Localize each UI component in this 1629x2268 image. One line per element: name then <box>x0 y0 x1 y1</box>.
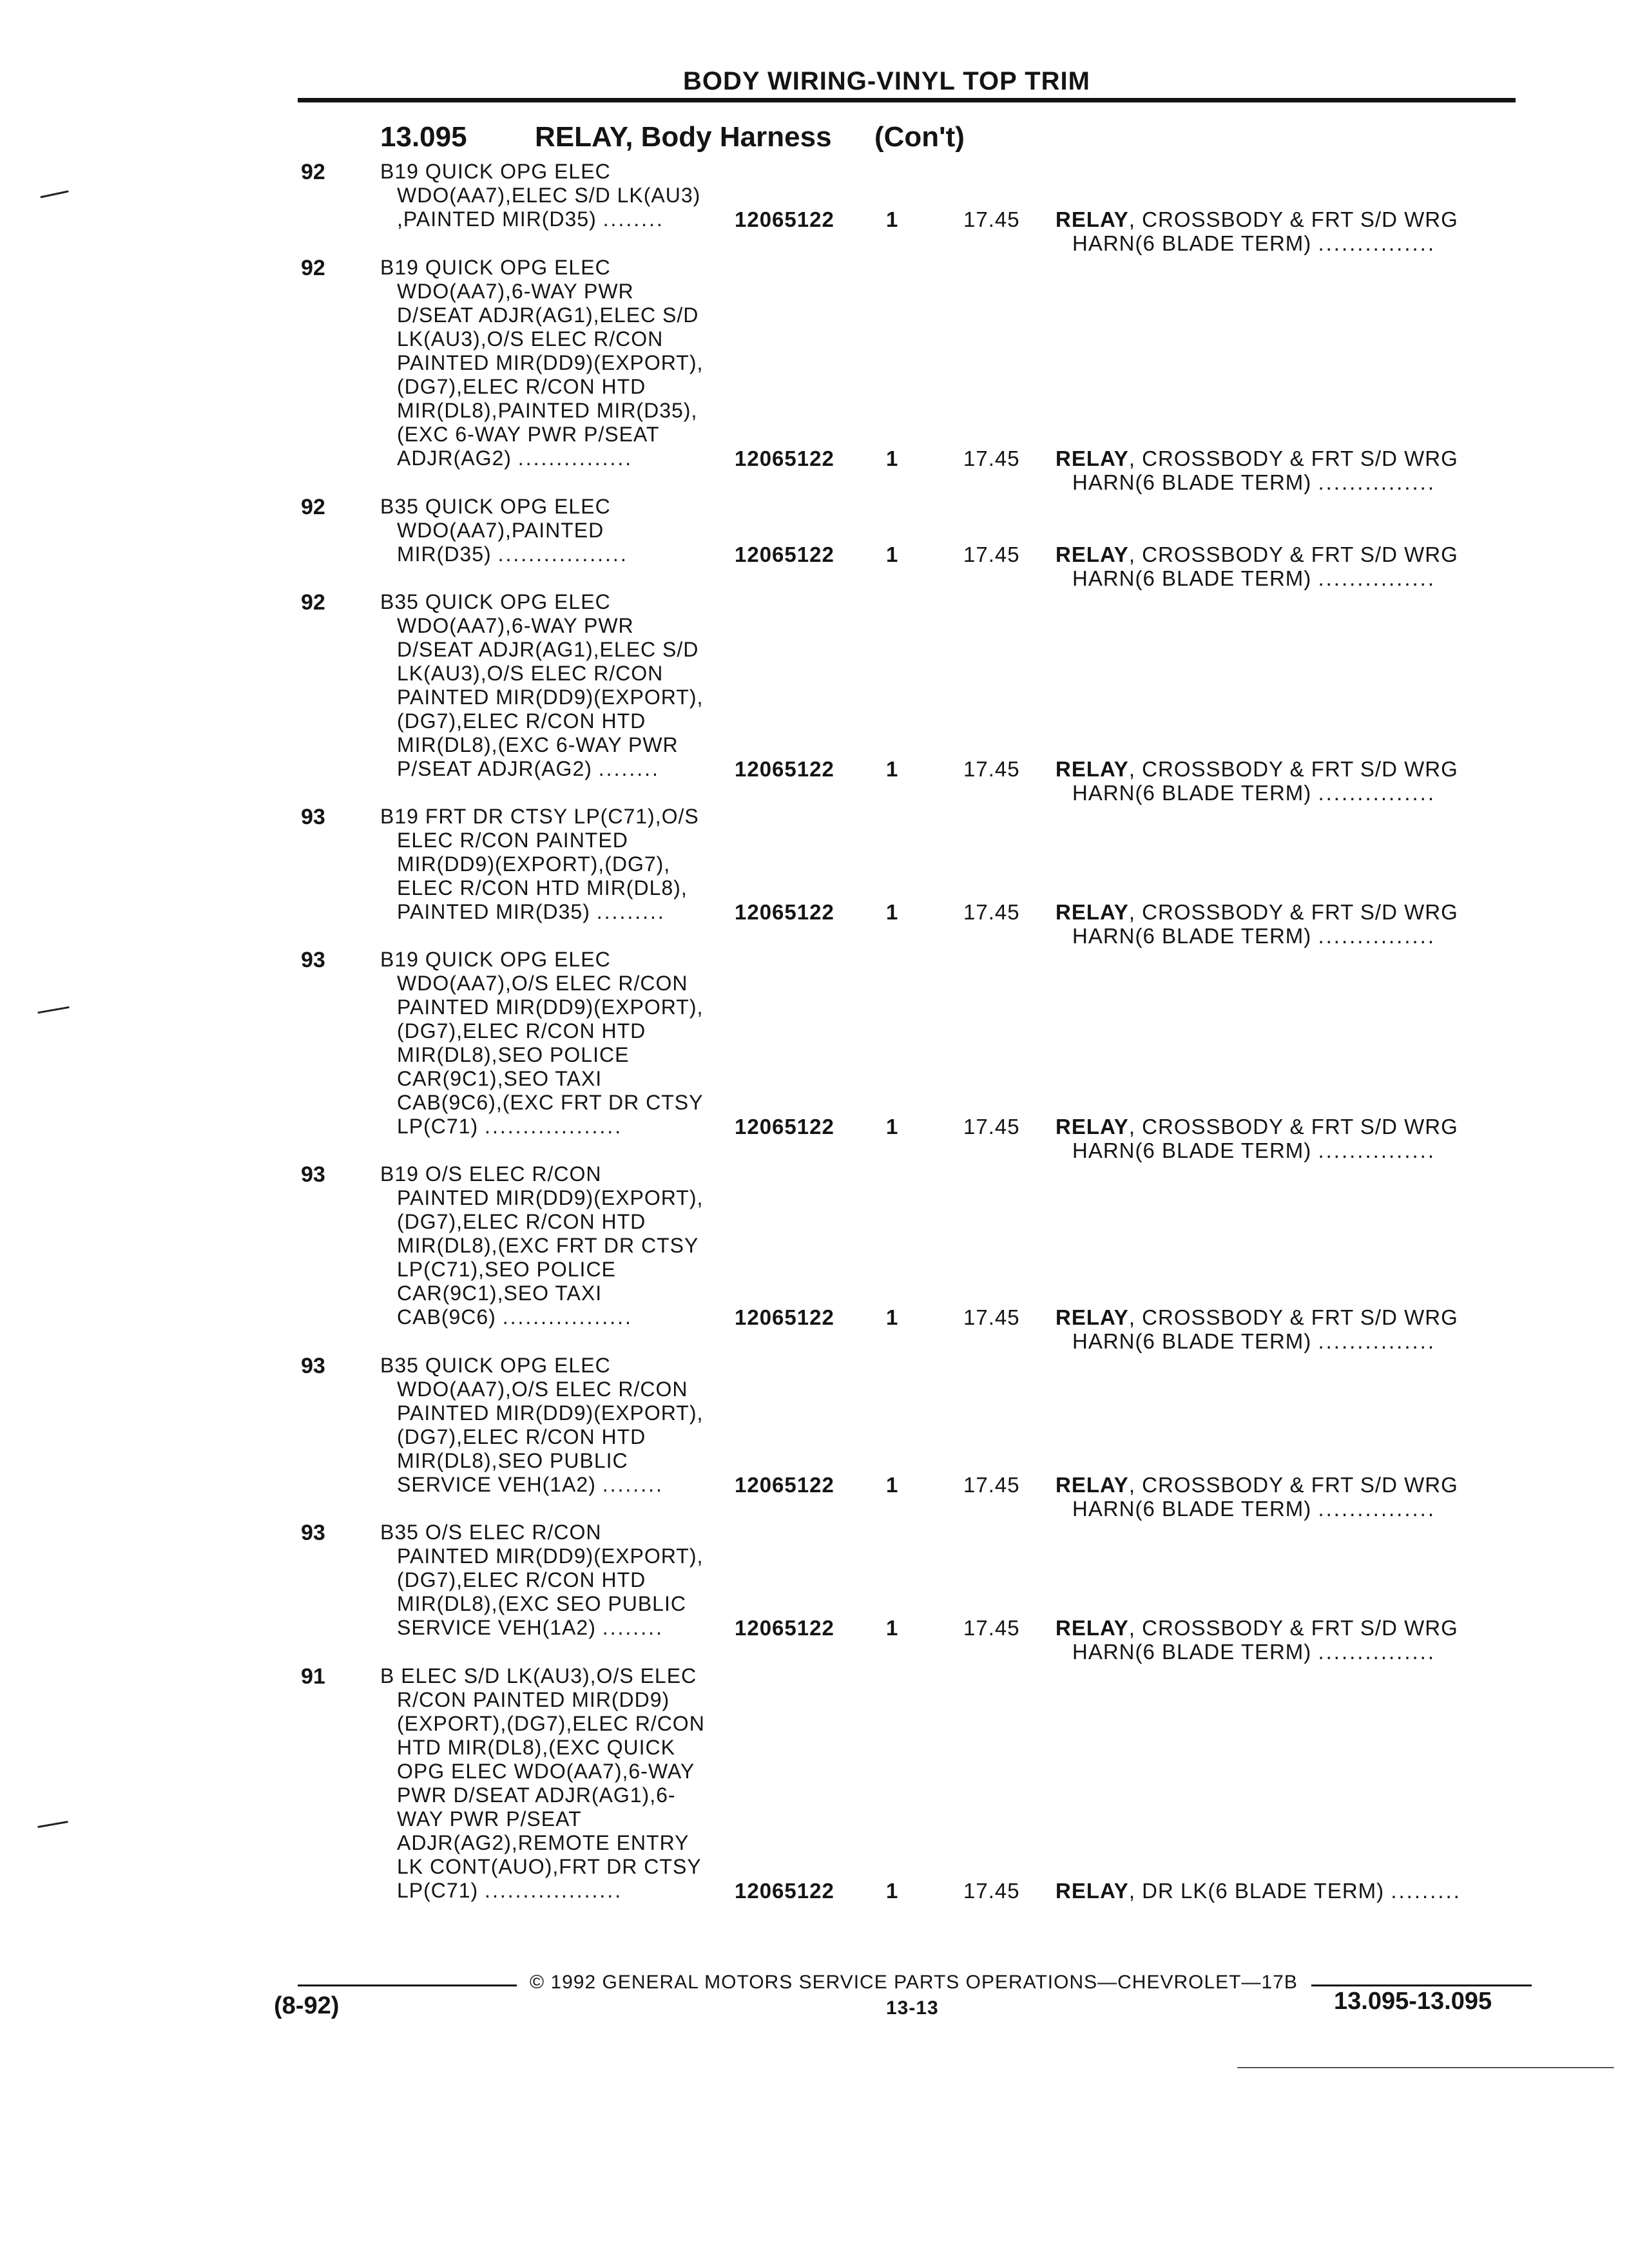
desc-line <box>380 1616 703 1640</box>
entry-description <box>380 948 703 1139</box>
desc-line: B35 QUICK OPG ELEC <box>380 495 611 518</box>
part-name-bold: RELAY <box>1055 900 1129 924</box>
desc-line: D/SEAT ADJR(AG1),ELEC S/D <box>397 303 699 327</box>
entry-description <box>380 160 700 231</box>
part-name-cont: HARN(6 BLADE TERM) <box>1072 1640 1312 1664</box>
desc-line: LK CONT(AUO),FRT DR CTSY <box>397 1855 702 1878</box>
desc-line: B19 FRT DR CTSY LP(C71),O/S <box>380 805 699 828</box>
part-name <box>1055 1305 1458 1329</box>
desc-line: WDO(AA7),6-WAY PWR <box>397 614 634 637</box>
desc-text: SERVICE VEH(1A2) <box>397 1473 596 1496</box>
dot-leader: ............... <box>1318 566 1436 590</box>
desc-line: PAINTED MIR(DD9)(EXPORT), <box>397 1544 704 1568</box>
ref-number: 92 <box>301 160 325 184</box>
part-name-bold: RELAY <box>1055 207 1129 231</box>
desc-line: ELEC R/CON PAINTED <box>397 829 628 852</box>
desc-line: OPG ELEC WDO(AA7),6-WAY <box>397 1760 695 1783</box>
part-name <box>1055 543 1458 566</box>
dot-leader: ............... <box>1318 924 1436 948</box>
desc-line: PAINTED MIR(DD9)(EXPORT), <box>397 1401 704 1425</box>
part-name <box>1055 900 1458 924</box>
desc-text: SERVICE VEH(1A2) <box>397 1616 596 1639</box>
part-number: 12065122 <box>735 1616 834 1640</box>
part-number: 12065122 <box>735 1305 834 1329</box>
desc-line: D/SEAT ADJR(AG1),ELEC S/D <box>397 638 699 661</box>
desc-line: B19 QUICK OPG ELEC <box>380 256 611 279</box>
desc-line <box>380 1879 705 1903</box>
part-name-line2 <box>1072 1497 1436 1521</box>
part-number: 12065122 <box>735 1115 834 1139</box>
desc-line: (DG7),ELEC R/CON HTD <box>397 375 646 398</box>
desc-line: B35 QUICK OPG ELEC <box>380 590 611 613</box>
dot-leader: .................. <box>485 1115 623 1138</box>
desc-line: MIR(DL8),(EXC FRT DR CTSY <box>397 1234 699 1257</box>
quantity: 1 <box>886 1305 899 1329</box>
price: 17.45 <box>963 207 1020 231</box>
part-name-rest: , CROSSBODY & FRT S/D WRG <box>1128 1305 1458 1329</box>
desc-text: ,PAINTED MIR(D35) <box>397 207 597 231</box>
ref-number: 93 <box>301 805 325 829</box>
part-name-cont: HARN(6 BLADE TERM) <box>1072 1329 1312 1353</box>
part-name-bold: RELAY <box>1055 757 1129 781</box>
part-name <box>1055 1115 1458 1139</box>
desc-line: HTD MIR(DL8),(EXC QUICK <box>397 1736 675 1759</box>
dot-leader: ........ <box>602 1473 664 1496</box>
desc-text: CAB(9C6) <box>397 1305 496 1329</box>
desc-line: WDO(AA7),O/S ELEC R/CON <box>397 972 688 995</box>
part-name-rest: , CROSSBODY & FRT S/D WRG <box>1128 447 1458 470</box>
entry-description <box>380 590 703 781</box>
quantity: 1 <box>886 207 899 231</box>
desc-text: P/SEAT ADJR(AG2) <box>397 757 592 780</box>
quantity: 1 <box>886 1879 899 1903</box>
desc-line: WAY PWR P/SEAT <box>397 1807 582 1831</box>
price: 17.45 <box>963 1305 1020 1329</box>
ref-number: 93 <box>301 948 325 972</box>
page-number: 13-13 <box>886 1997 939 2019</box>
quantity: 1 <box>886 447 899 470</box>
entry-description <box>380 1162 703 1329</box>
part-name <box>1055 1616 1458 1640</box>
price: 17.45 <box>963 1879 1020 1903</box>
dot-leader: ............... <box>1318 1329 1436 1353</box>
footer-rule-left <box>298 1984 517 1986</box>
part-name-rest: , CROSSBODY & FRT S/D WRG <box>1128 207 1458 231</box>
margin-mark <box>37 1006 70 1014</box>
dot-leader: ............... <box>517 447 633 470</box>
desc-line: MIR(DL8),(EXC 6-WAY PWR <box>397 733 679 756</box>
price: 17.45 <box>963 1616 1020 1640</box>
margin-mark <box>40 190 69 198</box>
desc-line <box>380 757 703 781</box>
part-name-rest: , CROSSBODY & FRT S/D WRG <box>1128 757 1458 781</box>
quantity: 1 <box>886 543 899 566</box>
price: 17.45 <box>963 1115 1020 1139</box>
desc-line <box>380 543 628 566</box>
desc-line: WDO(AA7),PAINTED <box>397 519 604 542</box>
price: 17.45 <box>963 1473 1020 1497</box>
desc-line: B ELEC S/D LK(AU3),O/S ELEC <box>380 1664 697 1687</box>
desc-line: PAINTED MIR(DD9)(EXPORT), <box>397 995 704 1019</box>
dot-leader: ......... <box>1391 1879 1461 1903</box>
dot-leader: ........ <box>598 757 660 780</box>
part-name-bold: RELAY <box>1055 1305 1129 1329</box>
desc-line: PAINTED MIR(DD9)(EXPORT), <box>397 351 704 374</box>
desc-line: R/CON PAINTED MIR(DD9) <box>397 1688 670 1711</box>
ref-number: 93 <box>301 1521 325 1545</box>
part-name-cont: HARN(6 BLADE TERM) <box>1072 781 1312 805</box>
dot-leader: ............... <box>1318 1640 1436 1664</box>
desc-text: ADJR(AG2) <box>397 447 512 470</box>
part-name-line2 <box>1072 1329 1436 1353</box>
part-name <box>1055 757 1458 781</box>
dot-leader: ........ <box>602 207 664 231</box>
desc-line: B19 QUICK OPG ELEC <box>380 160 611 183</box>
part-name-line2 <box>1072 231 1436 255</box>
part-name-rest: , CROSSBODY & FRT S/D WRG <box>1128 1473 1458 1497</box>
price: 17.45 <box>963 447 1020 470</box>
part-name-cont: HARN(6 BLADE TERM) <box>1072 470 1312 494</box>
date-code: (8-92) <box>274 1992 340 2019</box>
part-number: 12065122 <box>735 757 834 781</box>
part-name <box>1055 1879 1461 1903</box>
desc-line: CAB(9C6),(EXC FRT DR CTSY <box>397 1091 704 1114</box>
quantity: 1 <box>886 1616 899 1640</box>
desc-line: MIR(DD9)(EXPORT),(DG7), <box>397 852 671 876</box>
desc-text: PAINTED MIR(D35) <box>397 900 590 923</box>
entry-description <box>380 256 703 470</box>
desc-line: (DG7),ELEC R/CON HTD <box>397 1019 646 1043</box>
part-name-line2 <box>1072 781 1436 805</box>
part-name-cont: HARN(6 BLADE TERM) <box>1072 231 1312 255</box>
part-name-line2 <box>1072 1640 1436 1664</box>
desc-line: PAINTED MIR(DD9)(EXPORT), <box>397 1186 704 1209</box>
desc-line: LK(AU3),O/S ELEC R/CON <box>397 662 664 685</box>
desc-line: (EXPORT),(DG7),ELEC R/CON <box>397 1712 705 1735</box>
dot-leader: ............... <box>1318 781 1436 805</box>
desc-line: ELEC R/CON HTD MIR(DL8), <box>397 876 688 899</box>
part-name-cont: HARN(6 BLADE TERM) <box>1072 566 1312 590</box>
part-name-rest: , DR LK(6 BLADE TERM) <box>1128 1879 1385 1903</box>
desc-line: (DG7),ELEC R/CON HTD <box>397 1210 646 1233</box>
dot-leader: .................. <box>485 1879 623 1902</box>
entry-description <box>380 1664 705 1903</box>
part-name-bold: RELAY <box>1055 1115 1129 1139</box>
footer-rule-right <box>1311 1984 1532 1986</box>
part-number: 12065122 <box>735 1879 834 1903</box>
part-name-rest: , CROSSBODY & FRT S/D WRG <box>1128 1115 1458 1139</box>
dot-leader: ............... <box>1318 1497 1436 1521</box>
desc-line: PWR D/SEAT ADJR(AG1),6- <box>397 1783 676 1807</box>
desc-text: LP(C71) <box>397 1879 479 1902</box>
ref-number: 93 <box>301 1162 325 1187</box>
entry-description <box>380 1354 703 1497</box>
desc-line: (DG7),ELEC R/CON HTD <box>397 1425 646 1448</box>
desc-line: ADJR(AG2),REMOTE ENTRY <box>397 1831 689 1854</box>
desc-line: MIR(DL8),SEO POLICE <box>397 1043 630 1066</box>
dot-leader: ................. <box>502 1305 633 1329</box>
part-name-cont: HARN(6 BLADE TERM) <box>1072 1497 1312 1521</box>
desc-line: MIR(DL8),PAINTED MIR(D35), <box>397 399 698 422</box>
part-name-line2 <box>1072 1139 1436 1162</box>
quantity: 1 <box>886 1115 899 1139</box>
entry-description <box>380 1521 703 1640</box>
price: 17.45 <box>963 900 1020 924</box>
part-number: 12065122 <box>735 900 834 924</box>
price: 17.45 <box>963 757 1020 781</box>
part-name-bold: RELAY <box>1055 1879 1129 1903</box>
part-number: 12065122 <box>735 207 834 231</box>
part-number: 12065122 <box>735 1473 834 1497</box>
desc-line: (DG7),ELEC R/CON HTD <box>397 1568 646 1591</box>
ref-number: 91 <box>301 1664 325 1689</box>
part-name-bold: RELAY <box>1055 1616 1129 1640</box>
dot-leader: ........ <box>602 1616 664 1639</box>
page-header: BODY WIRING-VINYL TOP TRIM <box>683 67 1090 95</box>
desc-line: WDO(AA7),ELEC S/D LK(AU3) <box>397 184 701 207</box>
quantity: 1 <box>886 757 899 781</box>
desc-line: (EXC 6-WAY PWR P/SEAT <box>397 423 660 446</box>
copyright-line: © 1992 GENERAL MOTORS SERVICE PARTS OPERATIONS—CHEVROLET—17B <box>530 1972 1298 1993</box>
section-name: RELAY, Body Harness <box>535 121 832 153</box>
desc-line: WDO(AA7),6-WAY PWR <box>397 280 634 303</box>
desc-line: B35 O/S ELEC R/CON <box>380 1521 602 1544</box>
desc-line: CAR(9C1),SEO TAXI <box>397 1067 602 1090</box>
dot-leader: ............... <box>1318 231 1436 255</box>
desc-line: B19 QUICK OPG ELEC <box>380 948 611 971</box>
dot-leader: ............... <box>1318 470 1436 494</box>
section-continued: (Con't) <box>874 121 965 153</box>
part-name-rest: , CROSSBODY & FRT S/D WRG <box>1128 543 1458 566</box>
desc-line: B19 O/S ELEC R/CON <box>380 1162 602 1186</box>
quantity: 1 <box>886 900 899 924</box>
section-range: 13.095-13.095 <box>1334 1988 1492 2015</box>
entry-description <box>380 495 628 566</box>
bottom-edge-line <box>1237 2067 1614 2068</box>
ref-number: 92 <box>301 495 325 519</box>
desc-line: MIR(DL8),(EXC SEO PUBLIC <box>397 1592 686 1615</box>
part-name-bold: RELAY <box>1055 1473 1129 1497</box>
dot-leader: ............... <box>1318 1139 1436 1162</box>
price: 17.45 <box>963 543 1020 566</box>
dot-leader: ......... <box>596 900 666 923</box>
desc-line: MIR(DL8),SEO PUBLIC <box>397 1449 628 1472</box>
part-number: 12065122 <box>735 543 834 566</box>
desc-text: LP(C71) <box>397 1115 479 1138</box>
part-name-cont: HARN(6 BLADE TERM) <box>1072 924 1312 948</box>
part-name-line2 <box>1072 470 1436 494</box>
part-name-rest: , CROSSBODY & FRT S/D WRG <box>1128 1616 1458 1640</box>
part-name-rest: , CROSSBODY & FRT S/D WRG <box>1128 900 1458 924</box>
desc-line: CAR(9C1),SEO TAXI <box>397 1282 602 1305</box>
desc-line <box>380 447 703 470</box>
ref-number: 92 <box>301 256 325 280</box>
desc-line: LP(C71),SEO POLICE <box>397 1258 616 1281</box>
desc-text: MIR(D35) <box>397 543 492 566</box>
desc-line <box>380 1115 703 1139</box>
section-number: 13.095 <box>380 121 467 153</box>
margin-mark <box>37 1821 68 1828</box>
quantity: 1 <box>886 1473 899 1497</box>
ref-number: 93 <box>301 1354 325 1378</box>
part-name-line2 <box>1072 924 1436 948</box>
desc-line <box>380 1305 703 1329</box>
part-name <box>1055 447 1458 470</box>
part-name <box>1055 1473 1458 1497</box>
desc-line <box>380 1473 703 1497</box>
desc-line <box>380 207 700 231</box>
part-name-bold: RELAY <box>1055 447 1129 470</box>
desc-line: LK(AU3),O/S ELEC R/CON <box>397 327 664 351</box>
header-rule <box>298 98 1516 102</box>
part-name-cont: HARN(6 BLADE TERM) <box>1072 1139 1312 1162</box>
part-name <box>1055 207 1458 231</box>
part-number: 12065122 <box>735 447 834 470</box>
desc-line: PAINTED MIR(DD9)(EXPORT), <box>397 686 704 709</box>
part-name-line2 <box>1072 566 1436 590</box>
ref-number: 92 <box>301 590 325 615</box>
desc-line: (DG7),ELEC R/CON HTD <box>397 709 646 733</box>
desc-line <box>380 900 699 924</box>
desc-line: WDO(AA7),O/S ELEC R/CON <box>397 1378 688 1401</box>
entry-description <box>380 805 699 924</box>
desc-line: B35 QUICK OPG ELEC <box>380 1354 611 1377</box>
part-name-bold: RELAY <box>1055 543 1129 566</box>
dot-leader: ................. <box>497 543 628 566</box>
